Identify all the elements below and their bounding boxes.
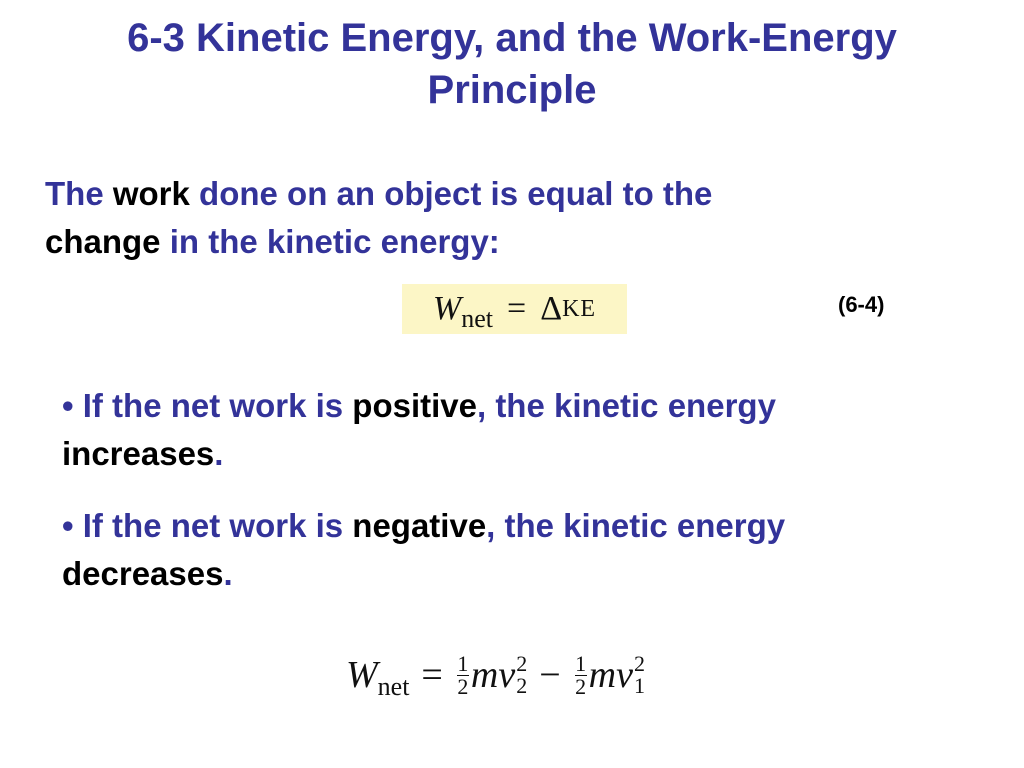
equation-kinetic-difference xyxy=(346,640,766,710)
intro-text-2: done on an object is equal to the xyxy=(189,175,713,212)
eq2-frac-b-num: 1 xyxy=(575,650,587,676)
eq2-sub-b: 1 xyxy=(633,673,645,698)
eq2-sup-a: 2 xyxy=(516,651,528,676)
slide-title xyxy=(40,12,984,116)
bullet2-period: . xyxy=(223,555,233,592)
eq2-w: W xyxy=(346,654,378,696)
intro-paragraph xyxy=(45,170,945,266)
bullet2-dot: • xyxy=(62,507,83,544)
eq2-frac-b-den: 2 xyxy=(575,673,587,699)
eq2-v-a: v xyxy=(498,654,516,696)
eq2-script-b xyxy=(634,653,645,697)
intro-text-1: The xyxy=(45,175,113,212)
bullet2-keyword-negative: negative xyxy=(352,507,487,544)
intro-keyword-change: change xyxy=(45,223,161,260)
eq2-v-b: v xyxy=(616,654,633,696)
bullet1-keyword-positive: positive xyxy=(352,387,477,424)
bullet1-period: . xyxy=(214,435,224,472)
eq1-ke: KE xyxy=(562,295,597,322)
bullet1-dot: • xyxy=(62,387,83,424)
title-line-2: Principle xyxy=(427,68,597,112)
eq2-minus: − xyxy=(539,654,561,696)
intro-keyword-work: work xyxy=(112,175,190,212)
bullet1-text-1: If the net work is xyxy=(82,387,353,424)
bullet1-keyword-increases: increases xyxy=(62,435,215,472)
equation-work-energy xyxy=(402,284,627,334)
eq2-frac-a-num: 1 xyxy=(457,650,469,676)
bullet2-text-1: If the net work is xyxy=(82,507,353,544)
bullet1-text-2: , the kinetic energy xyxy=(476,387,776,424)
eq2-sub-net: net xyxy=(377,672,410,701)
eq2-equals: = xyxy=(421,654,443,696)
bullet-negative xyxy=(62,502,962,598)
eq2-m-b: m xyxy=(588,654,617,696)
eq2-m-a: m xyxy=(470,654,499,696)
eq2-script-a xyxy=(516,653,527,697)
equation-number: (6-4) xyxy=(838,292,885,317)
eq1-delta: Δ xyxy=(540,290,563,327)
intro-text-3: in the kinetic energy: xyxy=(160,223,500,260)
bullet-positive xyxy=(62,382,962,478)
eq1-equals: = xyxy=(507,290,527,327)
eq1-w: W xyxy=(432,290,462,327)
bullet2-text-2: , the kinetic energy xyxy=(486,507,786,544)
eq2-sub-a: 2 xyxy=(516,673,528,698)
eq2-sup-b: 2 xyxy=(633,651,645,676)
eq2-fraction-half-a xyxy=(457,650,469,699)
title-line-1: 6-3 Kinetic Energy, and the Work-Energy xyxy=(127,16,897,60)
eq2-fraction-half-b xyxy=(575,650,587,699)
eq2-frac-a-den: 2 xyxy=(457,673,469,699)
bullet2-keyword-decreases: decreases xyxy=(62,555,224,592)
eq1-sub-net: net xyxy=(461,304,494,333)
